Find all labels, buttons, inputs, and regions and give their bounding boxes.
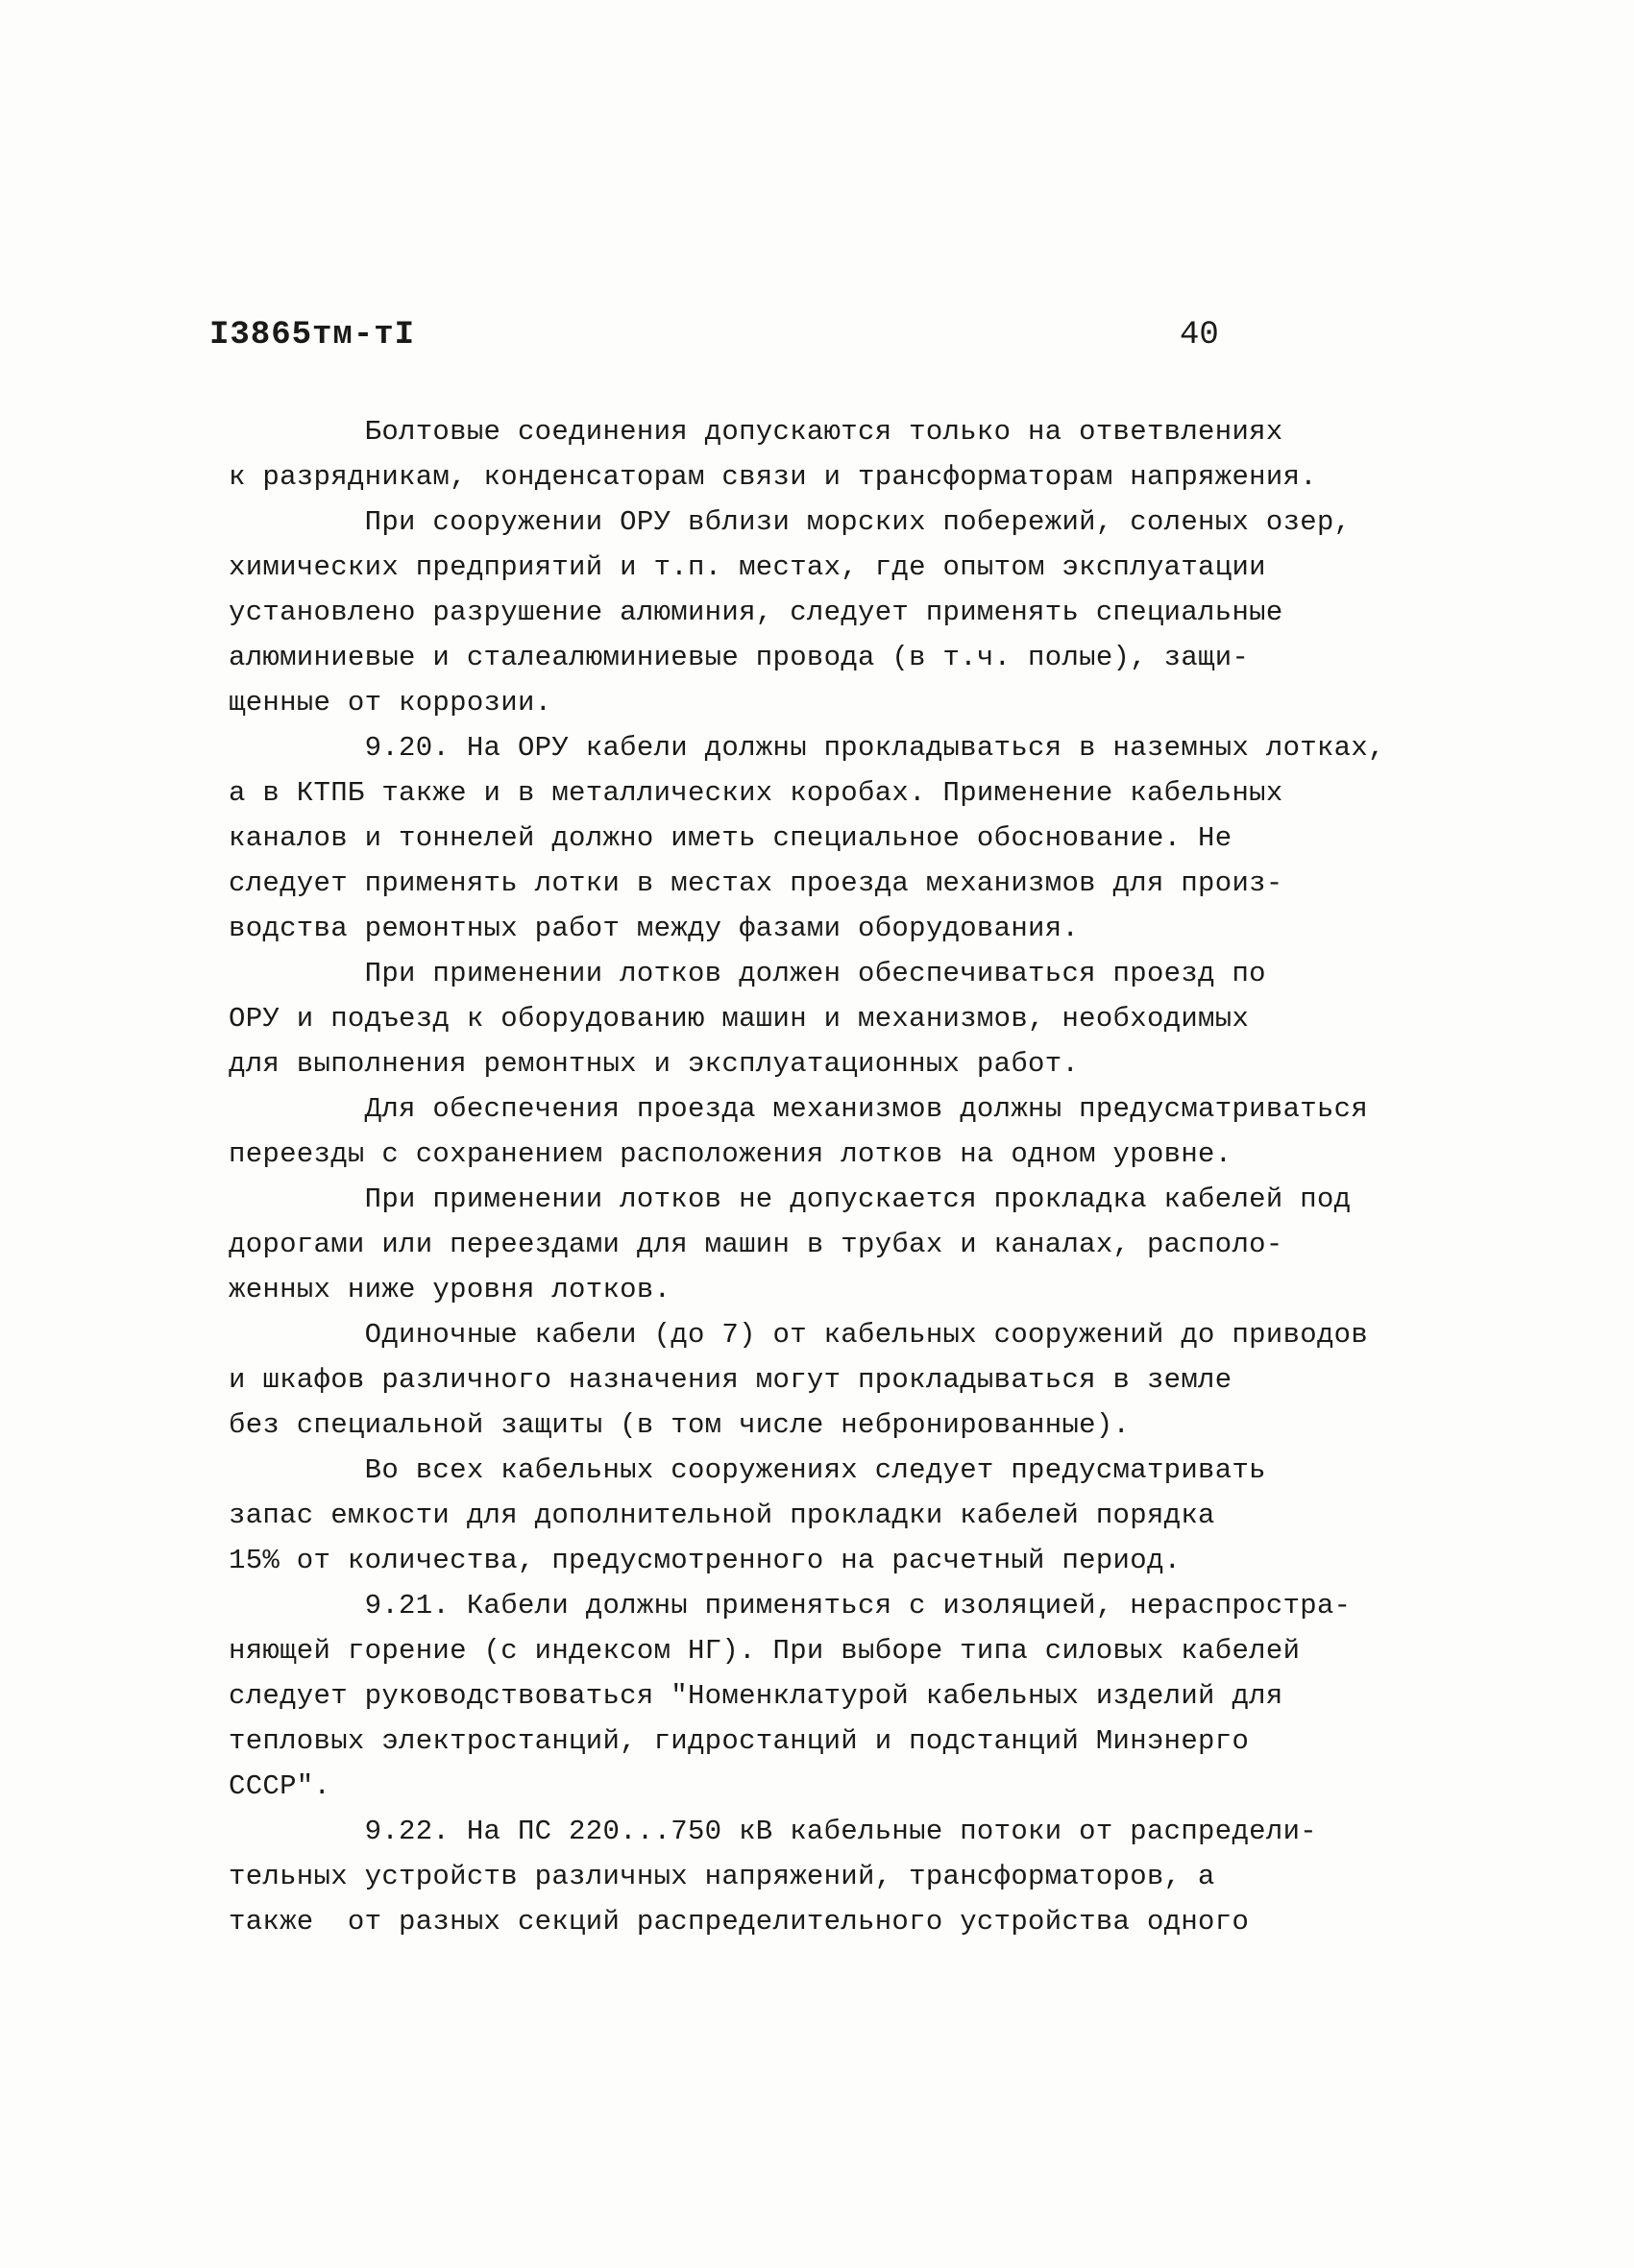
text-line: к разрядникам, конденсаторам связи и трансформаторам напряжения. bbox=[229, 461, 1317, 493]
text-line: 15% от количества, предусмотренного на расчетный период. bbox=[229, 1545, 1182, 1576]
text-line: тельных устройств различных напряжений, трансформаторов, а bbox=[229, 1861, 1215, 1892]
text-line: тепловых электростанций, гидростанций и подстанций Минэнерго bbox=[229, 1725, 1250, 1757]
text-line: женных ниже уровня лотков. bbox=[229, 1274, 671, 1305]
text-line: запас емкости для дополнительной прокладки кабелей порядка bbox=[229, 1500, 1215, 1531]
text-line: Болтовые соединения допускаются только на ответвлениях bbox=[229, 416, 1283, 448]
page-number: 40 bbox=[1180, 317, 1219, 354]
text-line: Одиночные кабели (до 7) от кабельных сооружений до приводов bbox=[229, 1319, 1369, 1351]
text-line: 9.21. Кабели должны применяться с изоляцией, нераспростра- bbox=[229, 1590, 1352, 1622]
text-line: Во всех кабельных сооружениях следует предусматривать bbox=[229, 1454, 1266, 1486]
text-line: При применении лотков не допускается прокладка кабелей под bbox=[229, 1183, 1352, 1215]
text-line: для выполнения ремонтных и эксплуатационных работ. bbox=[229, 1048, 1080, 1080]
text-line: При применении лотков должен обеспечиваться проезд по bbox=[229, 958, 1266, 989]
text-line: 9.20. На ОРУ кабели должны прокладываться в наземных лотках, bbox=[229, 732, 1385, 764]
text-line: 9.22. На ПС 220...750 кВ кабельные потоки от распредели- bbox=[229, 1816, 1317, 1847]
text-line: переезды с сохранением расположения лотков на одном уровне. bbox=[229, 1138, 1232, 1170]
text-line: СССР". bbox=[229, 1770, 331, 1802]
text-line: няющей горение (с индексом НГ). При выборе типа силовых кабелей bbox=[229, 1635, 1301, 1667]
text-line: установлено разрушение алюминия, следует применять специальные bbox=[229, 597, 1283, 628]
text-line: без специальной защиты (в том числе небронированные). bbox=[229, 1409, 1131, 1441]
document-body bbox=[229, 409, 1429, 1944]
text-line: каналов и тоннелей должно иметь специальное обоснование. Не bbox=[229, 822, 1232, 854]
text-line: следует применять лотки в местах проезда механизмов для произ- bbox=[229, 867, 1283, 899]
text-line: водства ремонтных работ между фазами оборудования. bbox=[229, 913, 1080, 944]
text-line: а в КТПБ также и в металлических коробах. Применение кабельных bbox=[229, 777, 1283, 809]
text-line: химических предприятий и т.п. местах, где опытом эксплуатации bbox=[229, 551, 1266, 583]
text-line: и шкафов различного назначения могут прокладываться в земле bbox=[229, 1364, 1232, 1396]
text-line: ОРУ и подъезд к оборудованию машин и механизмов, необходимых bbox=[229, 1003, 1250, 1035]
document-code: I3865тм-тI bbox=[209, 317, 416, 354]
text-line: дорогами или переездами для машин в трубах и каналах, располо- bbox=[229, 1229, 1283, 1260]
text-line: При сооружении ОРУ вблизи морских побережий, соленых озер, bbox=[229, 506, 1352, 538]
text-line: Для обеспечения проезда механизмов должны предусматриваться bbox=[229, 1093, 1369, 1125]
text-line: алюминиевые и сталеалюминиевые провода (в т.ч. полые), защи- bbox=[229, 642, 1250, 673]
text-line: следует руководствоваться "Номенклатурой кабельных изделий для bbox=[229, 1680, 1283, 1712]
text-line: щенные от коррозии. bbox=[229, 687, 552, 719]
text-line: также от разных секций распределительного устройства одного bbox=[229, 1906, 1250, 1938]
